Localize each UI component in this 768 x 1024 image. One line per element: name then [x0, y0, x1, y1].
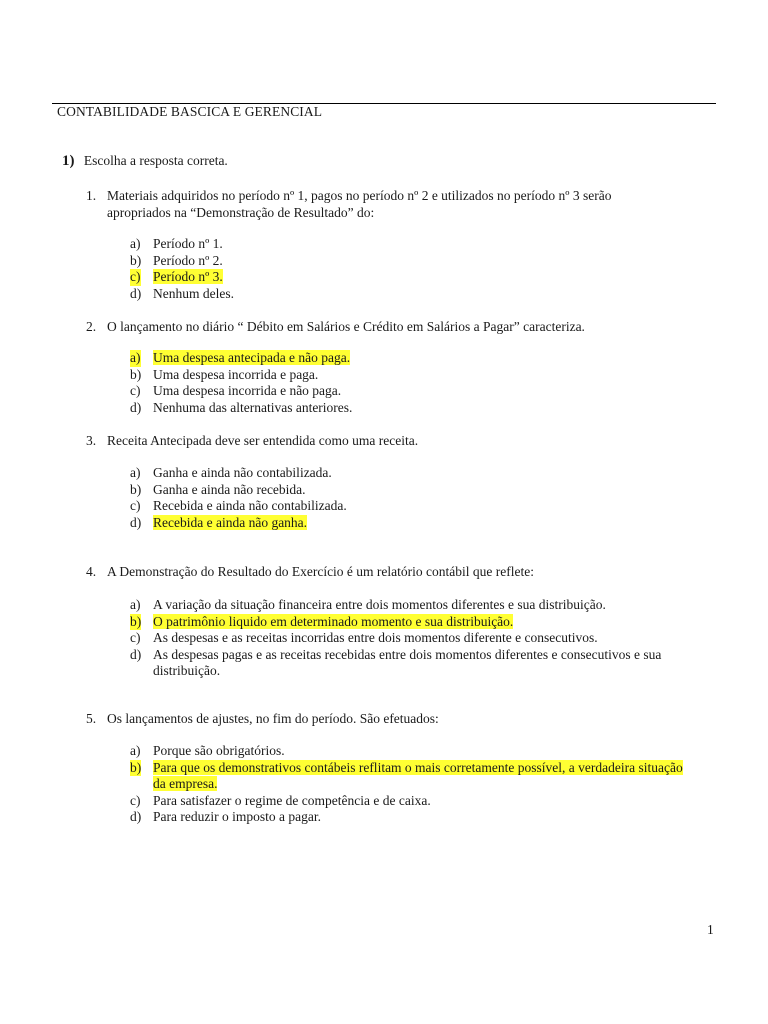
option-b: b) Período nº 2.	[130, 252, 223, 268]
question-text: Materiais adquiridos no período nº 1, pagos no período nº 2 e utilizados no período nº 3 serão apropriados na “Demonstração de Resultado” do:	[107, 188, 612, 220]
option-text: Período nº 2.	[153, 252, 223, 268]
question-number: 1.	[86, 188, 97, 203]
option-text: Nenhuma das alternativas anteriores.	[153, 399, 353, 415]
question-text: Receita Antecipada deve ser entendida como uma receita.	[107, 433, 419, 448]
highlighted-answer: O patrimônio liquido em determinado momento e sua distribuição.	[153, 613, 514, 629]
question-3-options	[130, 465, 710, 531]
section-instruction: Escolha a resposta correta.	[83, 153, 228, 168]
section-heading	[62, 153, 228, 170]
document-title: CONTABILIDADE BASCICA E GERENCIAL	[57, 104, 323, 119]
question-5-options	[130, 743, 710, 826]
option-d: d) Para reduzir o imposto a pagar.	[130, 809, 321, 824]
option-a: a) Período nº 1.	[130, 236, 223, 251]
highlighted-letter: a)	[130, 350, 141, 365]
question-number: 4.	[86, 564, 97, 579]
question-text: Os lançamentos de ajustes, no fim do período. São efetuados:	[107, 711, 439, 726]
highlighted-answer: Recebida e ainda não ganha.	[153, 514, 308, 530]
option-a: a) Porque são obrigatórios.	[130, 743, 285, 758]
option-text: Período nº 1.	[153, 236, 223, 251]
option-c: c) Uma despesa incorrida e não paga.	[130, 383, 342, 398]
question-1-options	[130, 236, 710, 302]
question-4-options	[130, 597, 710, 680]
option-c	[130, 269, 710, 286]
question-1	[86, 187, 616, 221]
option-c: c) Recebida e ainda não contabilizada.	[130, 498, 347, 513]
option-d: d) Nenhuma das alternativas anteriores.	[130, 399, 353, 415]
option-d: d) Nenhum deles.	[130, 285, 234, 301]
option-text: Ganha e ainda não recebida.	[153, 481, 306, 497]
question-text: O lançamento no diário “ Débito em Salários e Crédito em Salários a Pagar” caracteriza.	[107, 319, 585, 334]
option-text: Para satisfazer o regime de competência e de caixa.	[153, 792, 431, 808]
section-number: 1)	[62, 153, 75, 169]
page-number: 1	[707, 922, 714, 937]
option-text: Recebida e ainda não contabilizada.	[153, 498, 347, 513]
option-b	[130, 760, 698, 793]
option-text: Nenhum deles.	[153, 285, 234, 301]
option-b: b) Uma despesa incorrida e paga.	[130, 366, 319, 382]
option-a	[130, 350, 710, 367]
highlighted-letter: b)	[130, 613, 142, 629]
highlighted-letter: b)	[130, 759, 142, 775]
option-a: a) Ganha e ainda não contabilizada.	[130, 465, 332, 480]
option-text: As despesas pagas e as receitas recebidas entre dois momentos diferentes e consecutivos e sua distribuição.	[153, 646, 662, 678]
option-a: a) A variação da situação financeira entre dois momentos diferentes e sua distribuição.	[130, 597, 606, 612]
highlighted-answer: Período nº 3.	[153, 269, 223, 284]
option-text: Uma despesa incorrida e paga.	[153, 366, 319, 382]
option-text: A variação da situação financeira entre dois momentos diferentes e sua distribuição.	[153, 597, 606, 612]
question-5	[86, 710, 706, 727]
highlighted-answer: Uma despesa antecipada e não paga.	[153, 350, 351, 365]
highlighted-answer: Para que os demonstrativos contábeis reflitam o mais corretamente possível, a verdadeira situação da empresa.	[153, 759, 683, 791]
option-text: Uma despesa incorrida e não paga.	[153, 383, 342, 398]
option-c: c) Para satisfazer o regime de competência e de caixa.	[130, 792, 431, 808]
question-3	[86, 432, 706, 449]
option-b	[130, 614, 710, 631]
question-2-options	[130, 350, 710, 416]
question-4	[86, 563, 706, 580]
option-b: b) Ganha e ainda não recebida.	[130, 481, 306, 497]
option-text: Porque são obrigatórios.	[153, 743, 285, 758]
question-2	[86, 318, 706, 335]
option-text: As despesas e as receitas incorridas entre dois momentos diferente e consecutivos.	[153, 630, 598, 645]
option-c: c) As despesas e as receitas incorridas entre dois momentos diferente e consecutivos.	[130, 630, 598, 645]
highlighted-letter: c)	[130, 269, 141, 284]
question-number: 3.	[86, 433, 97, 448]
question-text: A Demonstração do Resultado do Exercício é um relatório contábil que reflete:	[107, 564, 534, 579]
question-number: 5.	[86, 711, 97, 726]
question-number: 2.	[86, 319, 97, 334]
option-d: d) Recebida e ainda não ganha.	[130, 514, 308, 530]
option-text: Ganha e ainda não contabilizada.	[153, 465, 332, 480]
option-d: d) As despesas pagas e as receitas recebidas entre dois momentos diferentes e consecutivos e sua distribuição.	[130, 646, 662, 678]
option-text: Para reduzir o imposto a pagar.	[153, 809, 321, 824]
